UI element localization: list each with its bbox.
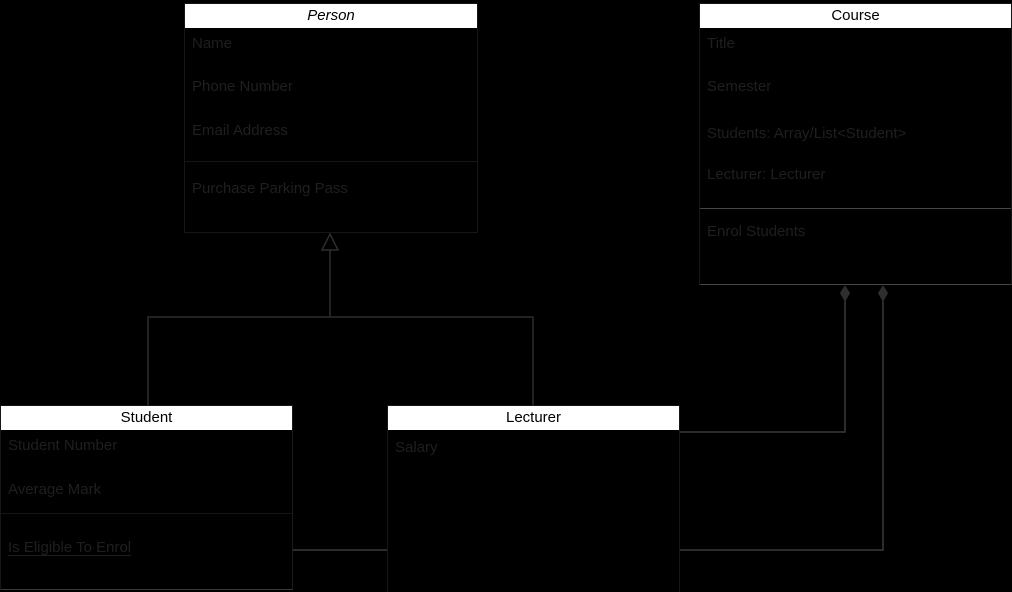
course-method-divider — [700, 208, 1011, 209]
class-title-student: Student — [1, 406, 292, 430]
inheritance-line-branches — [148, 317, 533, 405]
class-box-person — [184, 3, 478, 233]
attribute-person-name: Name — [192, 35, 233, 52]
aggregation-diamond-icon — [879, 286, 888, 301]
aggregation-diamond-icon — [841, 286, 850, 301]
class-box-course — [699, 3, 1012, 285]
inheritance-triangle-icon — [322, 234, 338, 250]
class-title-course: Course — [700, 4, 1011, 28]
method-person-purchase-parking-pass: Purchase Parking Pass — [192, 180, 348, 197]
attribute-person-phone-number: Phone Number — [192, 78, 293, 95]
class-box-student — [0, 405, 293, 590]
inheritance-connector — [148, 234, 533, 405]
class-title-person: Person — [185, 4, 477, 28]
class-box-lecturer — [387, 405, 680, 592]
class-title-lecturer: Lecturer — [388, 406, 679, 430]
person-method-divider — [185, 161, 477, 162]
student-method-divider — [1, 513, 292, 514]
attribute-lecturer-salary: Salary — [395, 439, 438, 456]
attribute-course-title: Title — [707, 35, 735, 52]
attribute-course-students-list: Students: Array/List<Student> — [707, 125, 907, 142]
method-course-enrol-students: Enrol Students — [707, 223, 806, 240]
attribute-person-email-address: Email Address — [192, 122, 288, 139]
attribute-course-lecturer: Lecturer: Lecturer — [707, 166, 826, 183]
aggregation-connector-course-lecturer — [680, 286, 850, 432]
method-student-is-eligible-to-enrol: Is Eligible To Enrol — [8, 539, 132, 556]
attribute-student-number: Student Number — [8, 437, 118, 454]
attribute-course-semester: Semester — [707, 78, 772, 95]
attribute-student-average-mark: Average Mark — [8, 481, 102, 498]
